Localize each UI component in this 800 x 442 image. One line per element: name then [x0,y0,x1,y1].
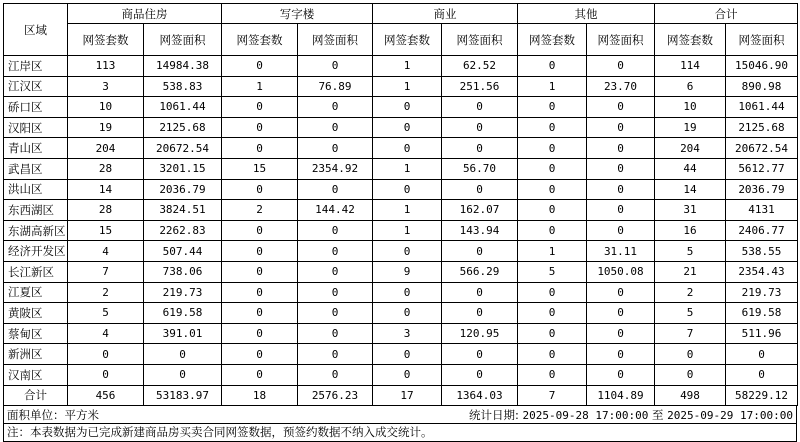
table-row [4,282,798,303]
count-cell: 0 [518,282,587,303]
district-name: 江汉区 [4,76,68,97]
area-cell: 1104.89 [587,385,655,406]
area-cell: 0 [298,364,373,385]
count-cell: 4 [68,323,144,344]
count-cell: 1 [518,76,587,97]
district-name: 合计 [4,385,68,406]
area-cell: 2576.23 [298,385,373,406]
area-cell: 738.06 [144,261,222,282]
table-row [4,138,798,159]
count-cell: 10 [68,97,144,118]
area-cell: 0 [298,179,373,200]
count-cell: 0 [222,241,298,262]
count-cell: 0 [518,303,587,324]
count-cell: 0 [373,282,442,303]
area-cell: 0 [298,303,373,324]
district-name: 青山区 [4,138,68,159]
area-cell: 5612.77 [726,158,798,179]
count-cell: 0 [655,364,726,385]
area-cell: 0 [298,282,373,303]
count-cell: 1 [373,76,442,97]
header-group-office: 写字楼 [222,4,373,24]
count-cell: 5 [518,261,587,282]
count-cell: 1 [373,220,442,241]
area-cell: 538.55 [726,241,798,262]
area-cell: 0 [298,241,373,262]
count-cell: 0 [373,138,442,159]
count-cell: 5 [655,303,726,324]
area-cell: 0 [442,282,518,303]
area-cell: 0 [587,303,655,324]
count-cell: 114 [655,56,726,77]
count-cell: 28 [68,200,144,221]
area-cell: 511.96 [726,323,798,344]
subheader-count: 网签套数 [68,24,144,56]
area-cell: 0 [587,138,655,159]
district-name: 东湖高新区 [4,220,68,241]
district-name: 江岸区 [4,56,68,77]
area-cell: 0 [587,323,655,344]
count-cell: 0 [518,344,587,365]
sales-table [3,3,798,406]
area-cell: 0 [726,364,798,385]
count-cell: 498 [655,385,726,406]
district-name: 长江新区 [4,261,68,282]
count-cell: 0 [222,261,298,282]
subheader-count: 网签套数 [222,24,298,56]
count-cell: 14 [655,179,726,200]
area-cell: 0 [587,364,655,385]
area-cell: 4131 [726,200,798,221]
area-cell: 0 [442,117,518,138]
count-cell: 0 [518,158,587,179]
count-cell: 0 [518,323,587,344]
area-cell: 56.70 [442,158,518,179]
count-cell: 7 [655,323,726,344]
header-region: 区域 [4,4,68,56]
area-cell: 2262.83 [144,220,222,241]
district-name: 武昌区 [4,158,68,179]
area-cell: 507.44 [144,241,222,262]
count-cell: 0 [518,138,587,159]
table-row [4,364,798,385]
area-unit-label: 面积单位：平方米 [7,407,99,422]
header-group-total: 合计 [655,4,798,24]
count-cell: 0 [373,344,442,365]
area-cell: 219.73 [726,282,798,303]
table-row [4,158,798,179]
table-row [4,261,798,282]
area-cell: 2036.79 [144,179,222,200]
count-cell: 9 [373,261,442,282]
area-cell: 538.83 [144,76,222,97]
header-group-other: 其他 [518,4,655,24]
area-cell: 0 [144,344,222,365]
count-cell: 204 [68,138,144,159]
count-cell: 19 [655,117,726,138]
area-cell: 1050.08 [587,261,655,282]
header-group-commercial: 商业 [373,4,518,24]
stat-date-label: 统计日期: [468,407,519,422]
count-cell: 0 [222,138,298,159]
subheader-area: 网签面积 [726,24,798,56]
area-cell: 15046.90 [726,56,798,77]
area-cell: 1061.44 [144,97,222,118]
subheader-count: 网签套数 [518,24,587,56]
count-cell: 456 [68,385,144,406]
count-cell: 0 [373,117,442,138]
count-cell: 1 [373,56,442,77]
area-cell: 0 [298,138,373,159]
area-cell: 0 [144,364,222,385]
count-cell: 0 [518,117,587,138]
count-cell: 15 [68,220,144,241]
area-cell: 2406.77 [726,220,798,241]
count-cell: 0 [373,364,442,385]
area-cell: 2036.79 [726,179,798,200]
table-row [4,344,798,365]
count-cell: 10 [655,97,726,118]
count-cell: 0 [518,220,587,241]
district-name: 汉南区 [4,364,68,385]
area-cell: 0 [442,303,518,324]
count-cell: 7 [518,385,587,406]
stat-date-to: 2025-09-29 17:00:00 [667,408,793,422]
area-cell: 0 [587,179,655,200]
count-cell: 0 [222,303,298,324]
count-cell: 0 [222,220,298,241]
area-cell: 1061.44 [726,97,798,118]
area-cell: 0 [442,97,518,118]
count-cell: 7 [68,261,144,282]
district-name: 黄陂区 [4,303,68,324]
district-name: 汉阳区 [4,117,68,138]
subheader-row [4,24,798,56]
count-cell: 0 [373,241,442,262]
count-cell: 0 [222,56,298,77]
count-cell: 0 [373,97,442,118]
count-cell: 0 [222,282,298,303]
area-cell: 20672.54 [726,138,798,159]
count-cell: 31 [655,200,726,221]
count-cell: 0 [518,200,587,221]
count-cell: 0 [222,344,298,365]
count-cell: 14 [68,179,144,200]
area-cell: 120.95 [442,323,518,344]
area-cell: 31.11 [587,241,655,262]
count-cell: 19 [68,117,144,138]
area-cell: 0 [298,56,373,77]
area-cell: 143.94 [442,220,518,241]
table-row [4,241,798,262]
footer-info [3,406,797,424]
subheader-count: 网签套数 [655,24,726,56]
footnote: 注：本表数据为已完成新建商品房买卖合同网签数据，预签约数据不纳入成交统计。 [3,424,797,442]
count-cell: 0 [68,344,144,365]
area-cell: 619.58 [144,303,222,324]
subheader-area: 网签面积 [144,24,222,56]
area-cell: 0 [587,220,655,241]
count-cell: 0 [222,179,298,200]
area-cell: 890.98 [726,76,798,97]
subheader-count: 网签套数 [373,24,442,56]
area-cell: 20672.54 [144,138,222,159]
count-cell: 2 [68,282,144,303]
area-cell: 3201.15 [144,158,222,179]
table-row [4,220,798,241]
count-cell: 0 [222,323,298,344]
area-cell: 0 [442,179,518,200]
area-cell: 0 [587,117,655,138]
table-row [4,117,798,138]
area-cell: 619.58 [726,303,798,324]
district-name: 江夏区 [4,282,68,303]
table-row [4,56,798,77]
count-cell: 1 [373,200,442,221]
count-cell: 204 [655,138,726,159]
count-cell: 0 [518,97,587,118]
area-cell: 1364.03 [442,385,518,406]
district-name: 经济开发区 [4,241,68,262]
area-cell: 3824.51 [144,200,222,221]
subheader-area: 网签面积 [298,24,373,56]
area-cell: 0 [442,241,518,262]
count-cell: 28 [68,158,144,179]
count-cell: 5 [68,303,144,324]
area-cell: 566.29 [442,261,518,282]
count-cell: 0 [68,364,144,385]
area-cell: 0 [442,138,518,159]
count-cell: 0 [222,97,298,118]
table-header [4,4,798,56]
stat-date [469,407,793,423]
area-cell: 23.70 [587,76,655,97]
area-cell: 2354.43 [726,261,798,282]
count-cell: 18 [222,385,298,406]
area-cell: 0 [298,261,373,282]
count-cell: 3 [68,76,144,97]
district-name: 蔡甸区 [4,323,68,344]
area-cell: 62.52 [442,56,518,77]
area-cell: 0 [587,56,655,77]
subheader-area: 网签面积 [442,24,518,56]
stat-date-from: 2025-09-28 17:00:00 [522,408,649,422]
count-cell: 1 [373,158,442,179]
count-cell: 1 [518,241,587,262]
count-cell: 0 [518,56,587,77]
area-cell: 0 [726,344,798,365]
count-cell: 0 [373,179,442,200]
table-row [4,97,798,118]
area-cell: 219.73 [144,282,222,303]
table-body [4,56,798,406]
count-cell: 0 [222,117,298,138]
count-cell: 3 [373,323,442,344]
count-cell: 15 [222,158,298,179]
area-cell: 0 [298,117,373,138]
area-cell: 0 [298,220,373,241]
area-cell: 0 [298,344,373,365]
area-cell: 0 [587,200,655,221]
header-group-residential: 商品住房 [68,4,222,24]
area-cell: 0 [587,344,655,365]
area-cell: 2354.92 [298,158,373,179]
area-cell: 391.01 [144,323,222,344]
district-name: 东西湖区 [4,200,68,221]
table-row [4,323,798,344]
count-cell: 113 [68,56,144,77]
count-cell: 6 [655,76,726,97]
count-cell: 0 [222,364,298,385]
area-cell: 144.42 [298,200,373,221]
count-cell: 16 [655,220,726,241]
table-row [4,200,798,221]
district-name: 硚口区 [4,97,68,118]
area-cell: 0 [442,364,518,385]
area-cell: 53183.97 [144,385,222,406]
district-name: 新洲区 [4,344,68,365]
count-cell: 17 [373,385,442,406]
area-cell: 14984.38 [144,56,222,77]
count-cell: 2 [222,200,298,221]
table-row [4,179,798,200]
area-cell: 0 [298,97,373,118]
stat-date-to-word: 至 [652,407,664,422]
count-cell: 2 [655,282,726,303]
table-row [4,76,798,97]
area-cell: 2125.68 [144,117,222,138]
area-cell: 2125.68 [726,117,798,138]
district-name: 洪山区 [4,179,68,200]
count-cell: 5 [655,241,726,262]
area-cell: 0 [587,97,655,118]
table-row [4,303,798,324]
sales-table-container [3,3,797,442]
area-cell: 0 [442,344,518,365]
subheader-area: 网签面积 [587,24,655,56]
count-cell: 0 [655,344,726,365]
count-cell: 1 [222,76,298,97]
count-cell: 0 [373,303,442,324]
total-row [4,385,798,406]
area-cell: 251.56 [442,76,518,97]
count-cell: 21 [655,261,726,282]
area-cell: 162.07 [442,200,518,221]
count-cell: 0 [518,179,587,200]
area-cell: 76.89 [298,76,373,97]
count-cell: 44 [655,158,726,179]
area-cell: 0 [587,282,655,303]
count-cell: 0 [518,364,587,385]
count-cell: 4 [68,241,144,262]
area-cell: 0 [587,158,655,179]
area-cell: 0 [298,323,373,344]
area-cell: 58229.12 [726,385,798,406]
